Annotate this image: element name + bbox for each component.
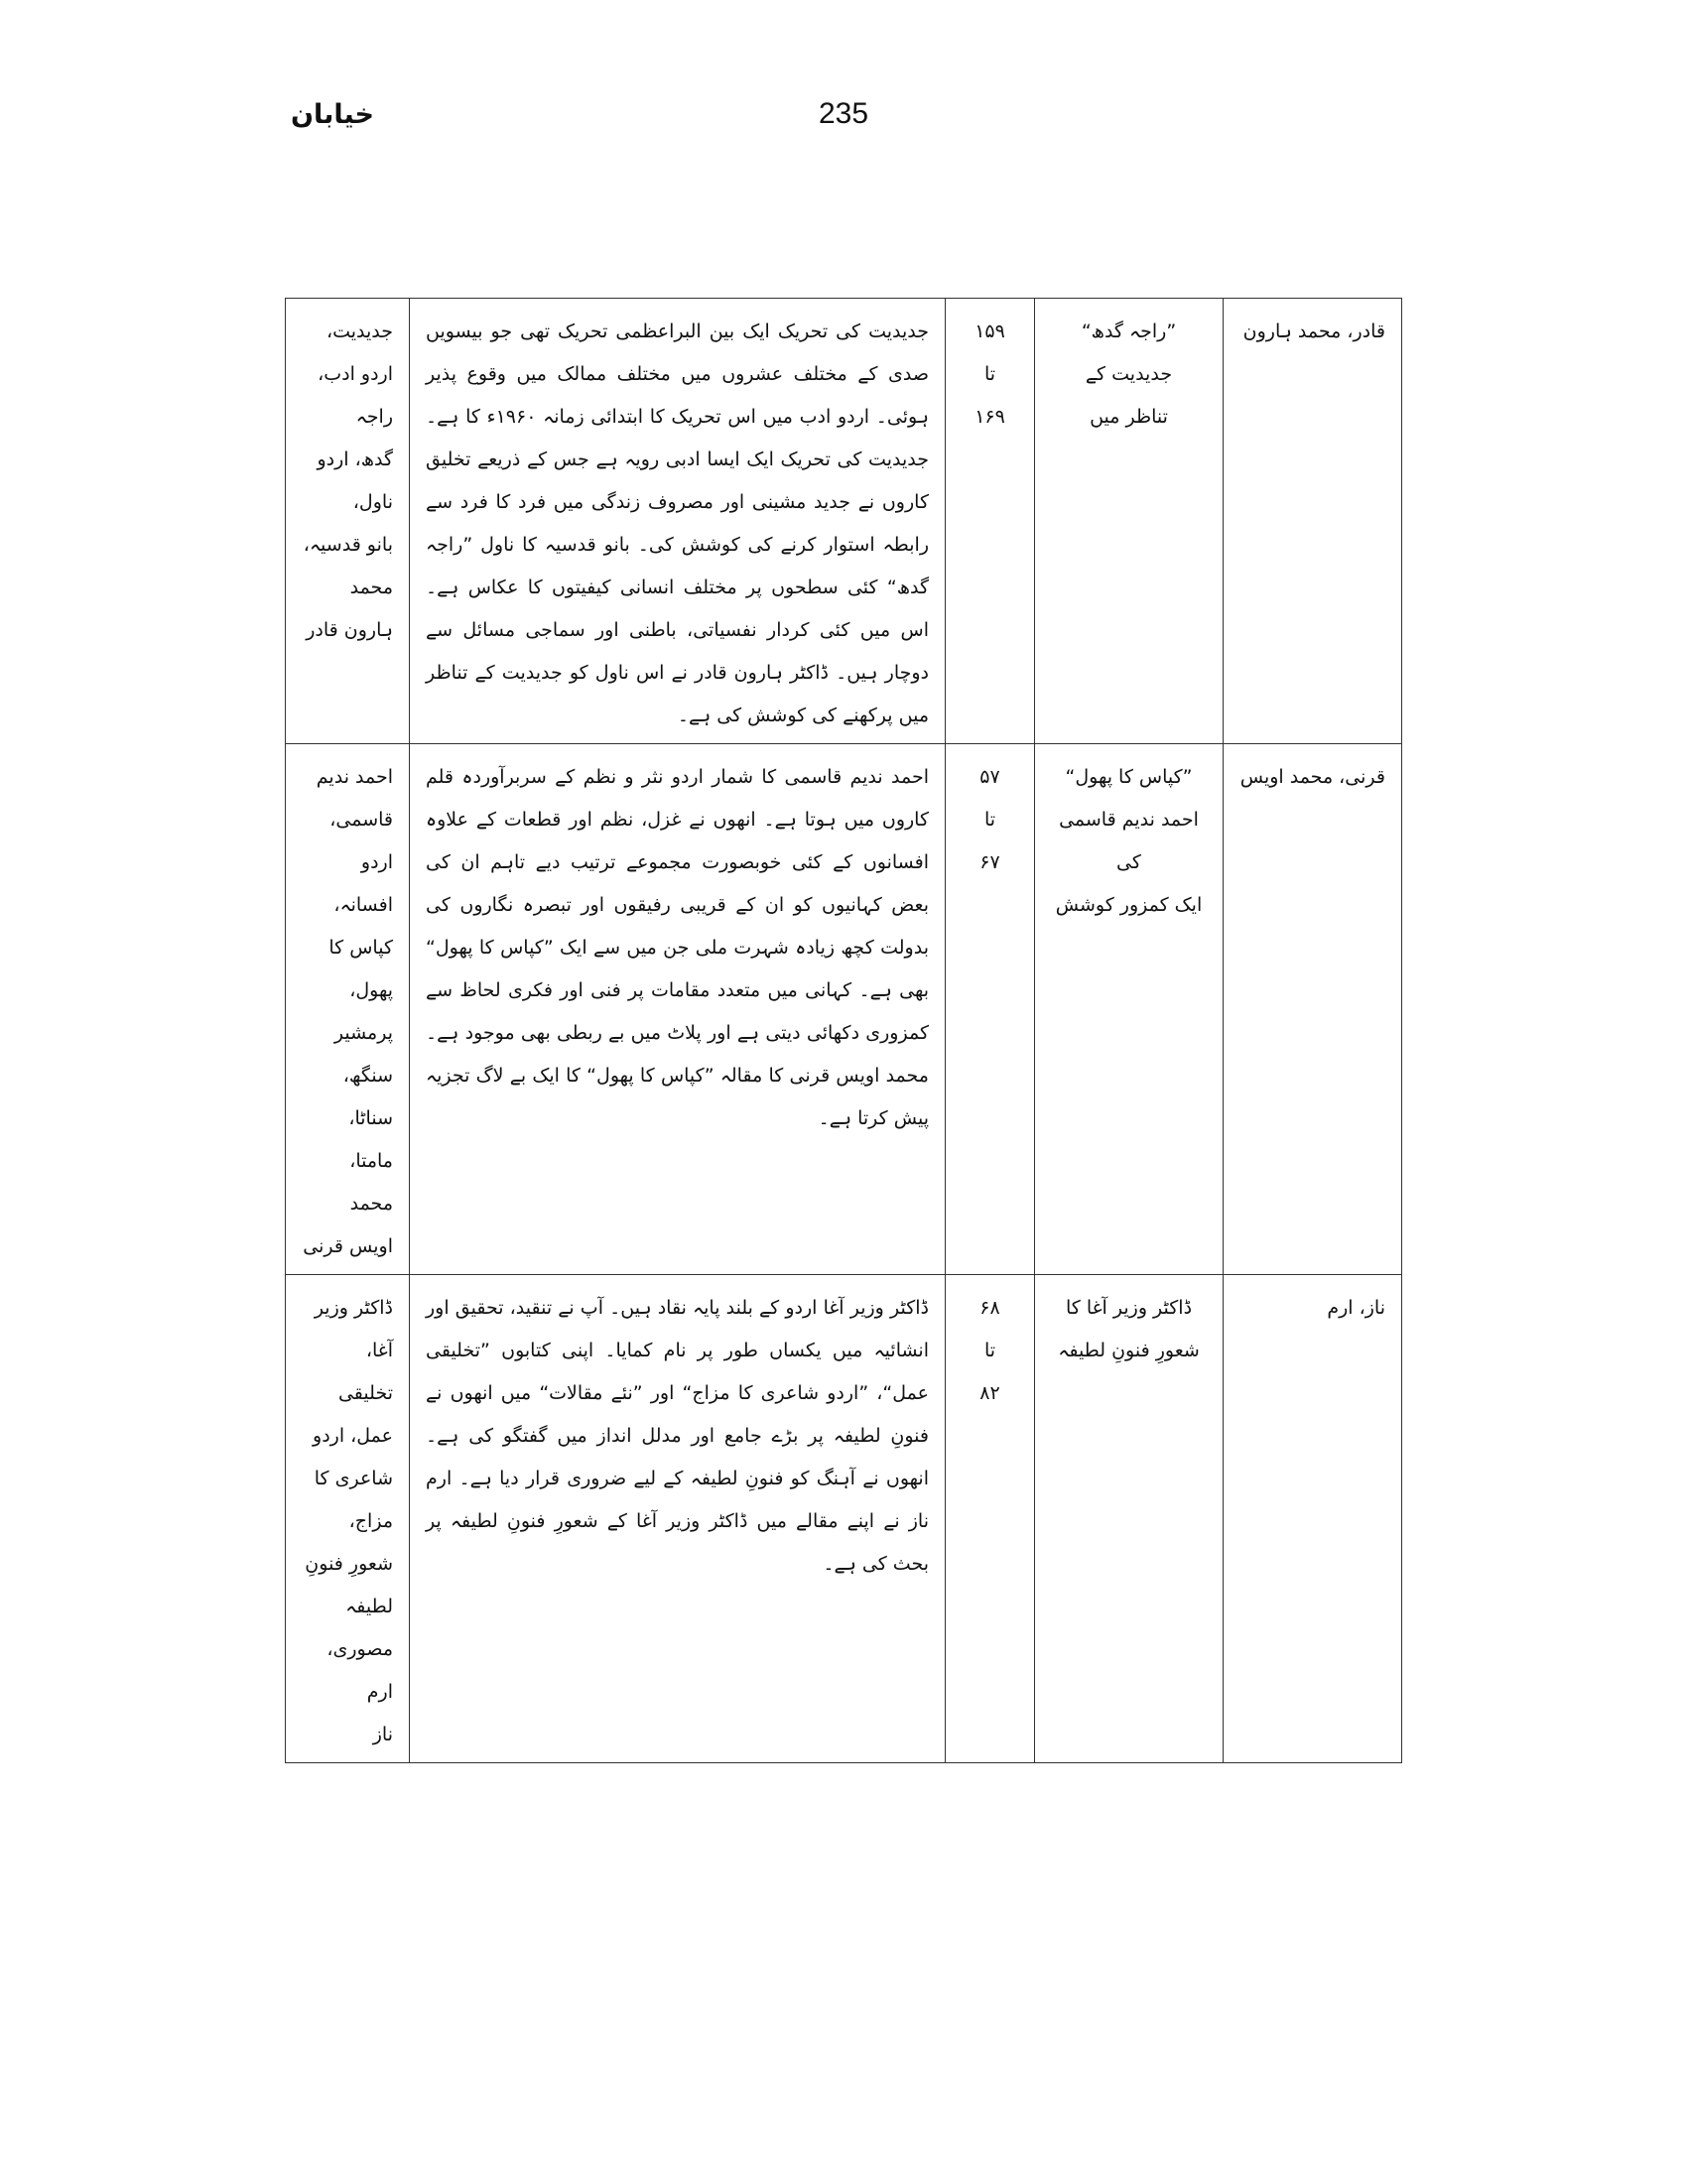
summary-cell: ڈاکٹر وزیر آغا اردو کے بلند پایہ نقاد ہیں۔ آپ نے تنقید، تحقیق اور انشائیہ میں یکساں طور پر نام کمایا۔ اپنی کتابوں ”تخلیقی عمل“، ”اردو شاعری کا مزاج“ اور ”نئے مقالات“ میں انھوں نے فنونِ لطیفہ پر بڑے جامع اور مدلل انداز میں گفتگو کی ہے۔ انھوں نے آہنگ کو فنونِ لطیفہ کے لیے ضروری قرار دیا ہے۔ ارم ناز نے اپنے مقالے میں ڈاکٹر وزیر آغا کے شعورِ فنونِ لطیفہ پر بحث کی ہے۔: [410, 1275, 946, 1763]
table-row: [286, 744, 1402, 1275]
table-row: [286, 1275, 1402, 1763]
keywords-cell: ڈاکٹر وزیر آغا، تخلیقی عمل، اردو شاعری کا مزاج، شعورِ فنونِ لطیفہ مصوری، ارم ناز: [286, 1275, 410, 1763]
summary-cell: جدیدیت کی تحریک ایک بین البراعظمی تحریک تھی جو بیسویں صدی کے مختلف عشروں میں مختلف ممالک میں وقوع پذیر ہوئی۔ اردو ادب میں اس تحریک کا ابتدائی زمانہ ۱۹۶۰ء کا ہے۔ جدیدیت کی تحریک ایک ایسا ادبی رویہ ہے جس کے ذریعے تخلیق کاروں نے جدید مشینی اور مصروف زندگی میں فرد کا فرد سے رابطہ استوار کرنے کی کوشش کی۔ بانو قدسیہ کا ناول ”راجہ گدھ“ کئی سطحوں پر مختلف انسانی کیفیتوں کا عکاس ہے۔ اس میں کئی کردار نفسیاتی، باطنی اور سماجی مسائل سے دوچار ہیں۔ ڈاکٹر ہارون قادر نے اس ناول کو جدیدیت کے تناظر میں پرکھنے کی کوشش کی ہے۔: [410, 299, 946, 744]
index-table: [285, 298, 1402, 1763]
author-cell: قادر، محمد ہارون: [1224, 299, 1402, 744]
journal-title: خیابان: [291, 99, 374, 130]
author-cell: قرنی، محمد اویس: [1224, 744, 1402, 1275]
page-number: 235: [818, 97, 869, 130]
page-range-cell: ۶۸ تا ۸۲: [946, 1275, 1035, 1763]
keywords-cell: احمد ندیم قاسمی، اردو افسانہ، کپاس کا پھول، پرمشیر سنگھ، سناٹا، مامتا، محمد اویس قرنی: [286, 744, 410, 1275]
author-cell: ناز، ارم: [1224, 1275, 1402, 1763]
summary-cell: احمد ندیم قاسمی کا شمار اردو نثر و نظم کے سربرآوردہ قلم کاروں میں ہوتا ہے۔ انھوں نے غزل، نظم اور قطعات کے علاوہ افسانوں کے کئی خوبصورت مجموعے ترتیب دیے تاہم ان کی بعض کہانیوں کو ان کے قریبی رفیقوں اور تبصرہ نگاروں کی بدولت کچھ زیادہ شہرت ملی جن میں سے ایک ”کپاس کا پھول“ بھی ہے۔ کہانی میں متعدد مقامات پر فنی اور فکری لحاظ سے کمزوری دکھائی دیتی ہے اور پلاٹ میں بے ربطی بھی موجود ہے۔ محمد اویس قرنی کا مقالہ ”کپاس کا پھول“ کا ایک بے لاگ تجزیہ پیش کرتا ہے۔: [410, 744, 946, 1275]
table-row: [286, 299, 1402, 744]
page-range-cell: ۵۷ تا ۶۷: [946, 744, 1035, 1275]
page-range-cell: ۱۵۹ تا ۱۶۹: [946, 299, 1035, 744]
article-title-cell: ”کپاس کا پھول“ احمد ندیم قاسمی کی ایک کمزور کوشش: [1035, 744, 1224, 1275]
keywords-cell: جدیدیت، اردو ادب، راجہ گدھ، اردو ناول، بانو قدسیہ، محمد ہارون قادر: [286, 299, 410, 744]
article-title-cell: ڈاکٹر وزیر آغا کا شعورِ فنونِ لطیفہ: [1035, 1275, 1224, 1763]
article-title-cell: ”راجہ گدھ“ جدیدیت کے تناظر میں: [1035, 299, 1224, 744]
